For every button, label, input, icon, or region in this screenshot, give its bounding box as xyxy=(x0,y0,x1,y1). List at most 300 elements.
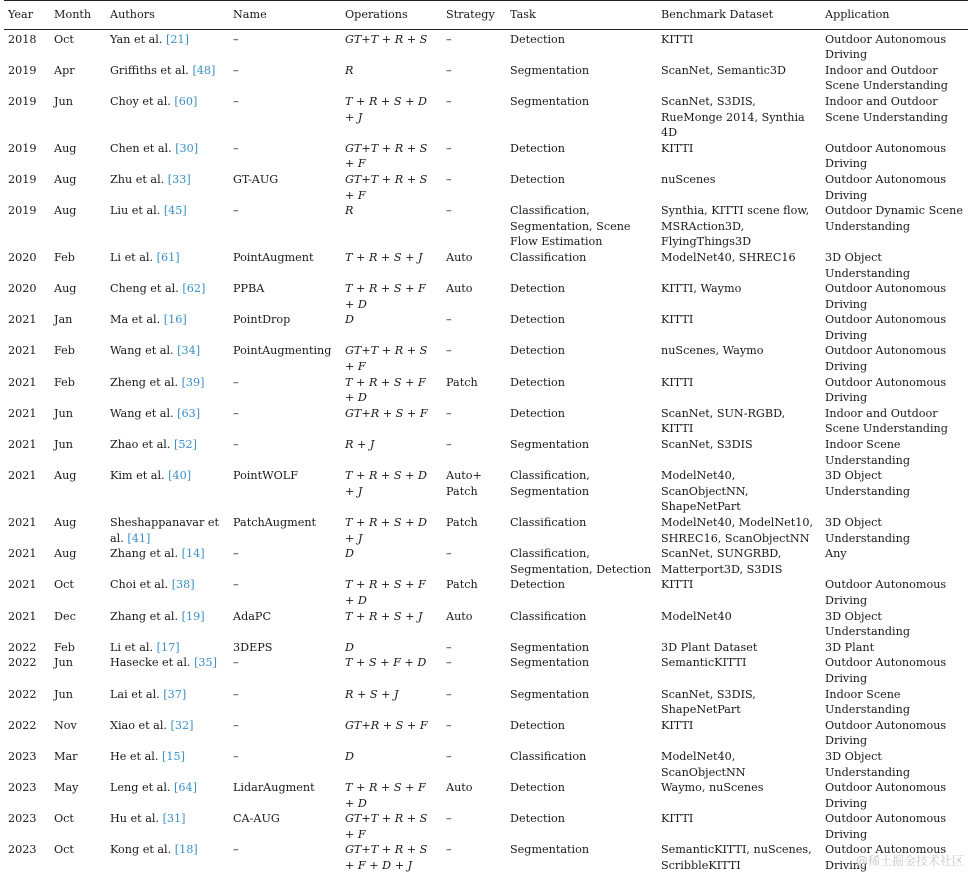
author-name: Zhao et al. xyxy=(110,438,171,452)
cell-benchmark-dataset: nuScenes, Waymo xyxy=(661,344,764,358)
header-authors: Authors xyxy=(106,1,229,30)
cell-year: 2021 xyxy=(8,578,37,592)
header-task: Task xyxy=(506,1,657,30)
cell-month: Jun xyxy=(54,406,73,420)
cell-operations: R + J xyxy=(345,438,375,452)
cell-strategy: Patch xyxy=(446,578,478,592)
cell-benchmark-dataset: ScanNet, S3DIS, RueMonge 2014, Synthia 4D xyxy=(661,94,805,140)
cell-name: – xyxy=(233,94,239,108)
cell-benchmark-dataset: KITTI, Waymo xyxy=(661,282,742,296)
cell-benchmark-dataset: KITTI xyxy=(661,578,694,592)
header-row xyxy=(4,1,968,30)
cell-authors xyxy=(106,281,229,312)
cell-task: Classification, Segmentation, Scene Flow Estimation xyxy=(510,204,631,249)
header-name: Name xyxy=(229,1,341,30)
cell-operations: T + R + S + F + D xyxy=(345,282,426,311)
cell-strategy: – xyxy=(446,172,452,186)
cell-benchmark-dataset: SemanticKITTI xyxy=(661,656,747,670)
table-row xyxy=(4,406,968,437)
citation-link[interactable]: [37] xyxy=(163,687,187,701)
cell-operations: D xyxy=(345,749,354,763)
cell-operations: GT+T + R + S + F xyxy=(345,141,428,171)
citation-link[interactable]: [39] xyxy=(181,375,205,389)
cell-benchmark-dataset: 3D Plant Dataset xyxy=(661,640,758,654)
cell-application: Outdoor Autonomous Driving xyxy=(825,313,947,342)
cell-task: Segmentation xyxy=(510,843,590,857)
cell-operations: GT+T + R + S + F + D + J xyxy=(345,843,428,873)
author-name: Li et al. xyxy=(110,250,154,264)
cell-year: 2023 xyxy=(8,843,37,857)
table-row xyxy=(4,343,968,374)
cell-application: Outdoor Autonomous Driving xyxy=(825,172,947,202)
cell-task: Classification, Segmentation xyxy=(510,469,590,498)
cell-authors xyxy=(106,780,229,811)
cell-task: Detection xyxy=(510,781,565,795)
cell-operations: R xyxy=(345,204,354,218)
cell-month: Oct xyxy=(54,843,74,857)
cell-benchmark-dataset: KITTI xyxy=(661,313,694,327)
cell-month: Mar xyxy=(54,749,78,763)
cell-task: Detection xyxy=(510,141,565,155)
table-row xyxy=(4,63,968,94)
cell-authors xyxy=(106,343,229,374)
cell-month: Feb xyxy=(54,250,75,264)
table-row xyxy=(4,375,968,406)
cell-operations: GT+T + R + S xyxy=(345,32,428,46)
cell-authors xyxy=(106,94,229,141)
cell-application: Outdoor Autonomous Driving xyxy=(825,656,947,685)
cell-operations: D xyxy=(345,313,354,327)
cell-year: 2021 xyxy=(8,406,37,420)
cell-month: May xyxy=(54,781,79,795)
cell-application: Outdoor Autonomous Driving xyxy=(825,375,947,405)
cell-operations: GT+R + S + F xyxy=(345,718,428,732)
header-benchmark-dataset: Benchmark Dataset xyxy=(657,1,821,30)
author-name: Wang et al. xyxy=(110,406,174,420)
cell-authors xyxy=(106,718,229,749)
cell-name: – xyxy=(233,406,239,420)
cell-year: 2019 xyxy=(8,63,37,77)
cell-year: 2019 xyxy=(8,172,37,186)
table-row xyxy=(4,811,968,842)
citation-link[interactable]: [31] xyxy=(162,812,186,826)
cell-month: Aug xyxy=(54,469,77,483)
author-name: Xiao et al. xyxy=(110,718,167,732)
cell-authors xyxy=(106,63,229,94)
cell-year: 2021 xyxy=(8,609,37,623)
cell-application: Outdoor Dynamic Scene Understanding xyxy=(825,204,963,233)
cell-task: Detection xyxy=(510,375,565,389)
citation-link[interactable]: [21] xyxy=(166,32,189,46)
citation-link[interactable]: [64] xyxy=(174,781,197,795)
table-row xyxy=(4,546,968,577)
cell-name: – xyxy=(233,749,239,763)
table-row xyxy=(4,515,968,546)
cell-authors xyxy=(106,203,229,250)
cell-authors xyxy=(106,29,229,63)
citation-link[interactable]: [61] xyxy=(156,250,180,264)
cell-authors xyxy=(106,811,229,842)
cell-month: Aug xyxy=(54,282,77,296)
cell-strategy: – xyxy=(446,141,452,155)
cell-application: Outdoor Autonomous Driving xyxy=(825,578,947,607)
cell-operations: GT+T + R + S + F xyxy=(345,344,428,374)
cell-application: Any xyxy=(825,547,847,561)
table-row xyxy=(4,203,968,250)
citation-link[interactable]: [48] xyxy=(192,63,216,77)
cell-month: Aug xyxy=(54,141,77,155)
cell-strategy: – xyxy=(446,749,452,763)
cell-benchmark-dataset: Synthia, KITTI scene flow, MSRAction3D, FlyingThings3D xyxy=(661,204,810,249)
citation-link[interactable]: [40] xyxy=(168,469,192,483)
cell-strategy: – xyxy=(446,843,452,857)
cell-month: Jun xyxy=(54,438,73,452)
citation-link[interactable]: [62] xyxy=(182,282,206,296)
citation-link[interactable]: [19] xyxy=(181,609,205,623)
cell-year: 2019 xyxy=(8,204,37,218)
cell-strategy: – xyxy=(446,438,452,452)
author-name: Cheng et al. xyxy=(110,282,179,296)
citation-link[interactable]: [63] xyxy=(177,406,201,420)
cell-year: 2021 xyxy=(8,516,37,529)
cell-task: Detection xyxy=(510,578,565,592)
cell-operations: D xyxy=(345,640,354,654)
cell-month: Aug xyxy=(54,516,77,529)
citation-link[interactable]: [15] xyxy=(161,749,185,763)
table-row xyxy=(4,29,968,63)
cell-year: 2021 xyxy=(8,469,37,483)
cell-month: Dec xyxy=(54,609,76,623)
author-name: Sheshappanavar et al. xyxy=(110,516,219,545)
cell-strategy: – xyxy=(446,718,452,732)
cell-month: Oct xyxy=(54,578,74,592)
author-name: Hu et al. xyxy=(110,812,159,826)
table-row xyxy=(4,172,968,203)
cell-benchmark-dataset: SemanticKITTI, nuScenes, ScribbleKITTI xyxy=(661,843,812,873)
table-row xyxy=(4,437,968,468)
cell-month: Jan xyxy=(54,313,73,327)
cell-application: Outdoor Autonomous Driving xyxy=(825,344,947,374)
cell-operations: R + S + J xyxy=(345,687,399,701)
cell-name: PatchAugment xyxy=(233,516,317,529)
author-name: Kong et al. xyxy=(110,843,172,857)
cell-operations: T + R + S + D + J xyxy=(345,469,427,498)
cell-strategy: – xyxy=(446,94,452,108)
cell-benchmark-dataset: ScanNet, S3DIS xyxy=(661,438,753,452)
cell-authors xyxy=(106,842,229,873)
cell-authors xyxy=(106,546,229,577)
citation-link[interactable]: [45] xyxy=(163,204,187,218)
cell-name: PointAugment xyxy=(233,250,314,264)
author-name: Zhang et al. xyxy=(110,547,179,561)
cell-task: Detection xyxy=(510,282,565,296)
cell-year: 2022 xyxy=(8,640,37,654)
cell-task: Classification xyxy=(510,516,587,529)
cell-task: Classification xyxy=(510,250,587,264)
cell-benchmark-dataset: ScanNet, S3DIS, ShapeNetPart xyxy=(661,687,756,717)
cell-application: Outdoor Autonomous Driving xyxy=(825,141,947,171)
cell-task: Detection xyxy=(510,344,565,358)
cell-month: Aug xyxy=(54,172,77,186)
cell-operations: T + R + S + F + D xyxy=(345,375,426,405)
author-name: Li et al. xyxy=(110,640,154,654)
cell-authors xyxy=(106,609,229,640)
header-year: Year xyxy=(4,1,50,30)
table-row xyxy=(4,687,968,718)
cell-year: 2021 xyxy=(8,547,37,561)
author-name: He et al. xyxy=(110,749,159,763)
header-operations: Operations xyxy=(341,1,442,30)
author-name: Yan et al. xyxy=(110,32,163,46)
cell-year: 2019 xyxy=(8,141,37,155)
table-row xyxy=(4,640,968,656)
cell-name: – xyxy=(233,375,239,389)
cell-task: Segmentation xyxy=(510,656,590,670)
citation-link[interactable]: [34] xyxy=(177,344,201,358)
cell-strategy: – xyxy=(446,313,452,327)
cell-benchmark-dataset: KITTI xyxy=(661,141,694,155)
cell-task: Detection xyxy=(510,718,565,732)
table-row xyxy=(4,609,968,640)
cell-name: – xyxy=(233,718,239,732)
cell-authors xyxy=(106,749,229,780)
citation-link[interactable]: [16] xyxy=(163,313,187,327)
cell-name: – xyxy=(233,63,239,77)
cell-month: Nov xyxy=(54,718,77,732)
cell-name: AdaPC xyxy=(233,609,271,623)
author-name: Liu et al. xyxy=(110,204,161,218)
cell-benchmark-dataset: ModelNet40, ScanObjectNN, ShapeNetPart xyxy=(661,469,749,514)
cell-year: 2022 xyxy=(8,718,37,732)
author-name: Griffiths et al. xyxy=(110,63,189,77)
cell-benchmark-dataset: nuScenes xyxy=(661,172,716,186)
cell-name: – xyxy=(233,204,239,218)
cell-application: Outdoor Autonomous Driving xyxy=(825,843,947,873)
cell-year: 2022 xyxy=(8,656,37,670)
cell-task: Segmentation xyxy=(510,63,590,77)
table-row xyxy=(4,577,968,608)
cell-application: Indoor and Outdoor Scene Understanding xyxy=(825,406,948,436)
cell-task: Detection xyxy=(510,172,565,186)
cell-authors xyxy=(106,250,229,281)
cell-benchmark-dataset: Waymo, nuScenes xyxy=(661,781,764,795)
citation-link[interactable]: [52] xyxy=(173,438,197,452)
augmentation-methods-table-container xyxy=(4,0,968,874)
cell-strategy: Auto+ Patch xyxy=(446,469,482,498)
cell-year: 2021 xyxy=(8,375,37,389)
cell-task: Detection xyxy=(510,313,565,327)
cell-month: Feb xyxy=(54,344,75,358)
cell-application: Outdoor Autonomous Driving xyxy=(825,282,947,311)
cell-name: LidarAugment xyxy=(233,781,315,795)
cell-year: 2023 xyxy=(8,781,37,795)
cell-authors xyxy=(106,172,229,203)
cell-month: Jun xyxy=(54,656,73,670)
cell-operations: T + R + S + J xyxy=(345,250,423,264)
cell-application: Outdoor Autonomous Driving xyxy=(825,32,947,62)
cell-month: Oct xyxy=(54,812,74,826)
cell-application: Indoor and Outdoor Scene Understanding xyxy=(825,63,948,93)
cell-application: 3D Object Understanding xyxy=(825,749,910,779)
cell-strategy: – xyxy=(446,640,452,654)
cell-month: Aug xyxy=(54,547,77,561)
cell-strategy: Auto xyxy=(446,781,473,795)
cell-year: 2023 xyxy=(8,749,37,763)
cell-strategy: – xyxy=(446,687,452,701)
cell-application: 3D Object Understanding xyxy=(825,516,910,545)
cell-authors xyxy=(106,655,229,686)
cell-year: 2021 xyxy=(8,313,37,327)
cell-year: 2020 xyxy=(8,250,37,264)
cell-task: Detection xyxy=(510,406,565,420)
cell-application: Indoor and Outdoor Scene Understanding xyxy=(825,94,948,124)
watermark: @稀土掘金技术社区 xyxy=(855,854,964,868)
cell-name: PointAugmenting xyxy=(233,344,332,358)
citation-link[interactable]: [30] xyxy=(175,141,199,155)
cell-application: 3D Object Understanding xyxy=(825,469,910,498)
cell-month: Oct xyxy=(54,32,74,46)
cell-name: 3DEPS xyxy=(233,640,273,654)
cell-authors xyxy=(106,468,229,515)
cell-authors xyxy=(106,141,229,172)
cell-strategy: – xyxy=(446,547,452,561)
table-row xyxy=(4,718,968,749)
cell-year: 2022 xyxy=(8,687,37,701)
cell-month: Aug xyxy=(54,204,77,218)
cell-benchmark-dataset: KITTI xyxy=(661,718,694,732)
cell-benchmark-dataset: KITTI xyxy=(661,375,694,389)
cell-operations: T + S + F + D xyxy=(345,656,427,670)
citation-link[interactable]: [18] xyxy=(174,843,198,857)
cell-month: Apr xyxy=(54,63,75,77)
cell-strategy: Auto xyxy=(446,250,473,264)
cell-name: – xyxy=(233,656,239,670)
cell-application: 3D Object Understanding xyxy=(825,609,910,639)
cell-benchmark-dataset: ScanNet, SUNGRBD, Matterport3D, S3DIS xyxy=(661,547,783,576)
cell-name: – xyxy=(233,32,239,46)
citation-link[interactable]: [60] xyxy=(174,94,198,108)
cell-strategy: Auto xyxy=(446,609,473,623)
cell-task: Segmentation xyxy=(510,94,590,108)
cell-application: Indoor Scene Understanding xyxy=(825,438,910,467)
author-name: Zhu et al. xyxy=(110,172,165,186)
table-row xyxy=(4,312,968,343)
cell-benchmark-dataset: ModelNet40, SHREC16 xyxy=(661,250,796,264)
cell-month: Jun xyxy=(54,687,73,701)
cell-task: Segmentation xyxy=(510,640,590,654)
cell-strategy: – xyxy=(446,63,452,77)
table-row xyxy=(4,141,968,172)
cell-operations: T + R + S + F + D xyxy=(345,578,426,607)
cell-benchmark-dataset: ModelNet40 xyxy=(661,609,732,623)
cell-application: Outdoor Autonomous Driving xyxy=(825,812,947,841)
cell-strategy: – xyxy=(446,812,452,826)
citation-link[interactable]: [41] xyxy=(127,531,151,545)
citation-link[interactable]: [32] xyxy=(170,718,194,732)
citation-link[interactable]: [33] xyxy=(167,172,191,186)
author-name: Choi et al. xyxy=(110,578,169,592)
citation-link[interactable]: [35] xyxy=(194,656,218,670)
cell-strategy: – xyxy=(446,204,452,218)
cell-year: 2020 xyxy=(8,282,37,296)
citation-link[interactable]: [14] xyxy=(181,547,205,561)
cell-authors xyxy=(106,437,229,468)
cell-application: 3D Object Understanding xyxy=(825,250,910,280)
author-name: Hasecke et al. xyxy=(110,656,191,670)
cell-name: GT-AUG xyxy=(233,172,279,186)
cell-strategy: Patch xyxy=(446,375,478,389)
cell-task: Detection xyxy=(510,812,565,826)
author-name: Zhang et al. xyxy=(110,609,179,623)
cell-name: PointDrop xyxy=(233,313,291,327)
cell-authors xyxy=(106,515,229,546)
cell-month: Feb xyxy=(54,375,75,389)
cell-authors xyxy=(106,577,229,608)
cell-operations: T + R + S + J xyxy=(345,609,423,623)
cell-strategy: – xyxy=(446,656,452,670)
cell-benchmark-dataset: KITTI xyxy=(661,812,694,826)
citation-link[interactable]: [17] xyxy=(156,640,180,654)
cell-year: 2021 xyxy=(8,344,37,358)
citation-link[interactable]: [38] xyxy=(171,578,195,592)
cell-strategy: Auto xyxy=(446,282,473,296)
cell-operations: R xyxy=(345,63,354,77)
cell-authors xyxy=(106,406,229,437)
cell-year: 2019 xyxy=(8,94,37,108)
author-name: Lai et al. xyxy=(110,687,160,701)
cell-operations: T + R + S + F + D xyxy=(345,781,426,810)
cell-strategy: Patch xyxy=(446,516,478,529)
table-body xyxy=(4,29,968,874)
author-name: Chen et al. xyxy=(110,141,172,155)
cell-application: Outdoor Autonomous Driving xyxy=(825,718,947,748)
cell-application: Indoor Scene Understanding xyxy=(825,687,910,717)
cell-month: Jun xyxy=(54,94,73,108)
header-month: Month xyxy=(50,1,106,30)
cell-name: – xyxy=(233,687,239,701)
header-application: Application xyxy=(821,1,968,30)
cell-name: – xyxy=(233,578,239,592)
cell-authors xyxy=(106,687,229,718)
cell-operations: T + R + S + D + J xyxy=(345,516,427,545)
cell-name: – xyxy=(233,843,239,857)
table-row xyxy=(4,468,968,515)
cell-strategy: – xyxy=(446,406,452,420)
author-name: Leng et al. xyxy=(110,781,171,795)
cell-application: Outdoor Autonomous Driving xyxy=(825,781,947,810)
author-name: Zheng et al. xyxy=(110,375,178,389)
cell-year: 2023 xyxy=(8,812,37,826)
cell-authors xyxy=(106,375,229,406)
cell-operations: T + R + S + D + J xyxy=(345,94,427,124)
cell-benchmark-dataset: ModelNet40, ModelNet10, SHREC16, ScanObjectNN xyxy=(661,516,814,545)
cell-strategy: – xyxy=(446,344,452,358)
author-name: Choy et al. xyxy=(110,94,171,108)
cell-benchmark-dataset: ScanNet, SUN-RGBD, KITTI xyxy=(661,406,786,436)
cell-task: Classification xyxy=(510,609,587,623)
cell-name: CA-AUG xyxy=(233,812,280,826)
cell-name: – xyxy=(233,547,239,561)
cell-name: PPBA xyxy=(233,282,265,296)
augmentation-methods-table xyxy=(4,0,968,874)
author-name: Kim et al. xyxy=(110,469,165,483)
cell-operations: GT+R + S + F xyxy=(345,406,428,420)
cell-task: Detection xyxy=(510,32,565,46)
cell-benchmark-dataset: KITTI xyxy=(661,32,694,46)
cell-benchmark-dataset: ScanNet, Semantic3D xyxy=(661,63,787,77)
cell-name: PointWOLF xyxy=(233,469,298,483)
author-name: Wang et al. xyxy=(110,344,174,358)
